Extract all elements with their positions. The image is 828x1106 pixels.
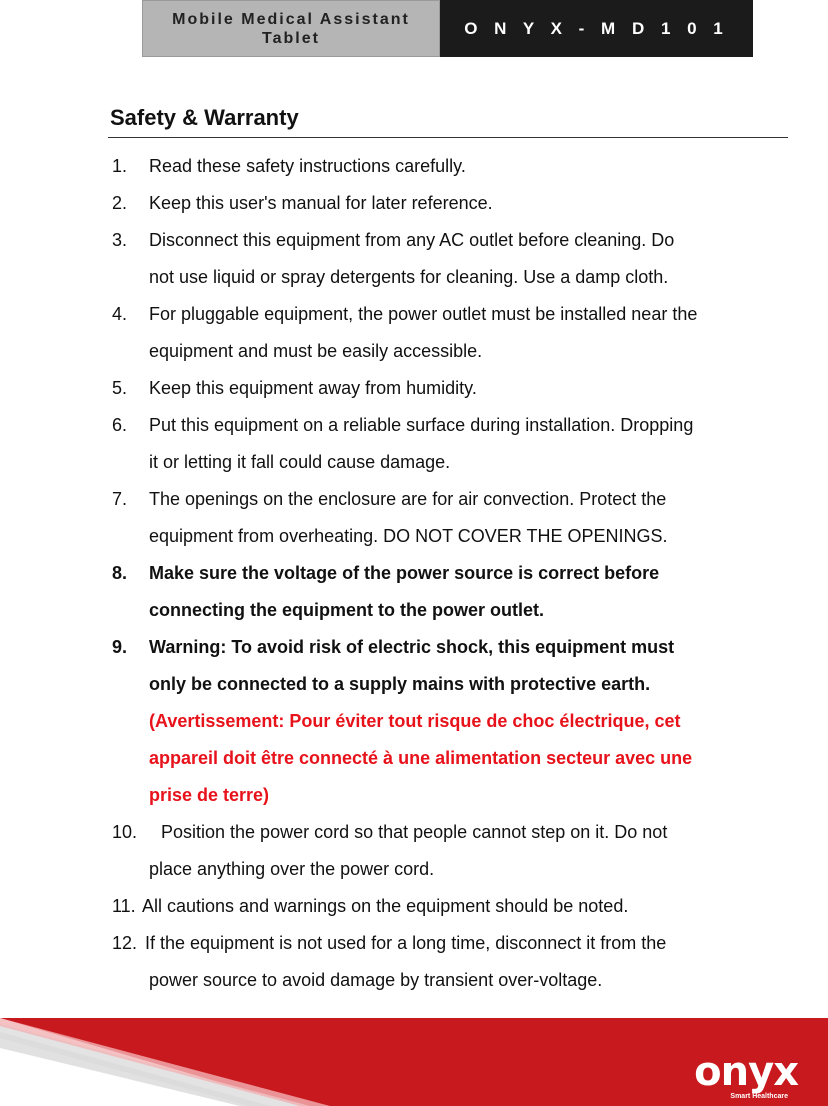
item-text: Keep this user's manual for later reference. bbox=[149, 193, 493, 213]
list-item-10 bbox=[112, 814, 792, 851]
list-item-6 bbox=[112, 407, 792, 444]
item-text: prise de terre) bbox=[149, 785, 270, 805]
list-item-9 bbox=[112, 629, 792, 666]
header-product-name: Mobile Medical Assistant Tablet bbox=[142, 0, 440, 57]
item-text: it or letting it fall could cause damage. bbox=[149, 452, 451, 472]
item-text: not use liquid or spray detergents for cleaning. Use a damp cloth. bbox=[149, 267, 669, 287]
list-item-6-cont bbox=[112, 444, 792, 481]
list-item-8-cont bbox=[112, 592, 792, 629]
list-item-11 bbox=[112, 888, 792, 925]
item-text: place anything over the power cord. bbox=[149, 859, 435, 879]
onyx-logo: onyx bbox=[694, 1049, 798, 1095]
item-text: Disconnect this equipment from any AC outlet before cleaning. Do bbox=[149, 230, 675, 250]
list-item-12 bbox=[112, 925, 792, 962]
list-item-3 bbox=[112, 222, 792, 259]
item-number: 9. bbox=[112, 637, 128, 657]
item-text: appareil doit être connecté à une alimentation secteur avec une bbox=[149, 748, 693, 768]
item-text: Put this equipment on a reliable surface during installation. Dropping bbox=[149, 415, 694, 435]
safety-list bbox=[112, 148, 792, 999]
list-item-4 bbox=[112, 296, 792, 333]
item-number: 5. bbox=[112, 378, 128, 398]
item-text: The openings on the enclosure are for air convection. Protect the bbox=[149, 489, 667, 509]
item-number: 2. bbox=[112, 193, 128, 213]
item-number: 8. bbox=[112, 563, 128, 583]
item-text: Keep this equipment away from humidity. bbox=[149, 378, 477, 398]
item-number: 12. bbox=[112, 933, 138, 953]
item-number: 3. bbox=[112, 230, 128, 250]
item-text: only be connected to a supply mains with protective earth. bbox=[149, 674, 651, 694]
list-item-9-cont bbox=[112, 666, 792, 703]
warning-french-2 bbox=[112, 740, 792, 777]
list-item-12-cont bbox=[112, 962, 792, 999]
item-text: Warning: To avoid risk of electric shock, this equipment must bbox=[149, 637, 675, 657]
list-item-10-cont bbox=[112, 851, 792, 888]
item-text: All cautions and warnings on the equipment should be noted. bbox=[142, 896, 629, 916]
item-text: If the equipment is not used for a long time, disconnect it from the bbox=[145, 933, 667, 953]
item-number: 11. bbox=[112, 896, 136, 916]
item-text: Make sure the voltage of the power source is correct before bbox=[149, 563, 660, 583]
item-text: Read these safety instructions carefully. bbox=[149, 156, 466, 176]
warning-french-1 bbox=[112, 703, 792, 740]
item-number: 7. bbox=[112, 489, 128, 509]
item-text: power source to avoid damage by transient over-voltage. bbox=[149, 970, 603, 990]
title-divider bbox=[108, 137, 788, 138]
header-model: O N Y X - M D 1 0 1 bbox=[440, 0, 753, 57]
item-text: equipment and must be easily accessible. bbox=[149, 341, 483, 361]
item-number: 1. bbox=[112, 156, 128, 176]
item-text: Position the power cord so that people cannot step on it. Do not bbox=[161, 822, 668, 842]
list-item-5 bbox=[112, 370, 792, 407]
section-title: Safety & Warranty bbox=[110, 105, 299, 130]
warning-french-3 bbox=[112, 777, 792, 814]
item-number: 6. bbox=[112, 415, 128, 435]
list-item-7 bbox=[112, 481, 792, 518]
list-item-1 bbox=[112, 148, 792, 185]
item-text: (Avertissement: Pour éviter tout risque de choc électrique, cet bbox=[149, 711, 681, 731]
list-item-4-cont bbox=[112, 333, 792, 370]
list-item-2 bbox=[112, 185, 792, 222]
list-item-3-cont bbox=[112, 259, 792, 296]
item-text: For pluggable equipment, the power outlet must be installed near the bbox=[149, 304, 698, 324]
item-text: connecting the equipment to the power outlet. bbox=[149, 600, 544, 620]
item-number: 4. bbox=[112, 304, 128, 324]
list-item-8 bbox=[112, 555, 792, 592]
item-text: equipment from overheating. DO NOT COVER THE OPENINGS. bbox=[149, 526, 668, 546]
item-number: 10. bbox=[112, 822, 138, 842]
list-item-7-cont bbox=[112, 518, 792, 555]
logo-tagline: Smart Healthcare bbox=[730, 1093, 788, 1100]
